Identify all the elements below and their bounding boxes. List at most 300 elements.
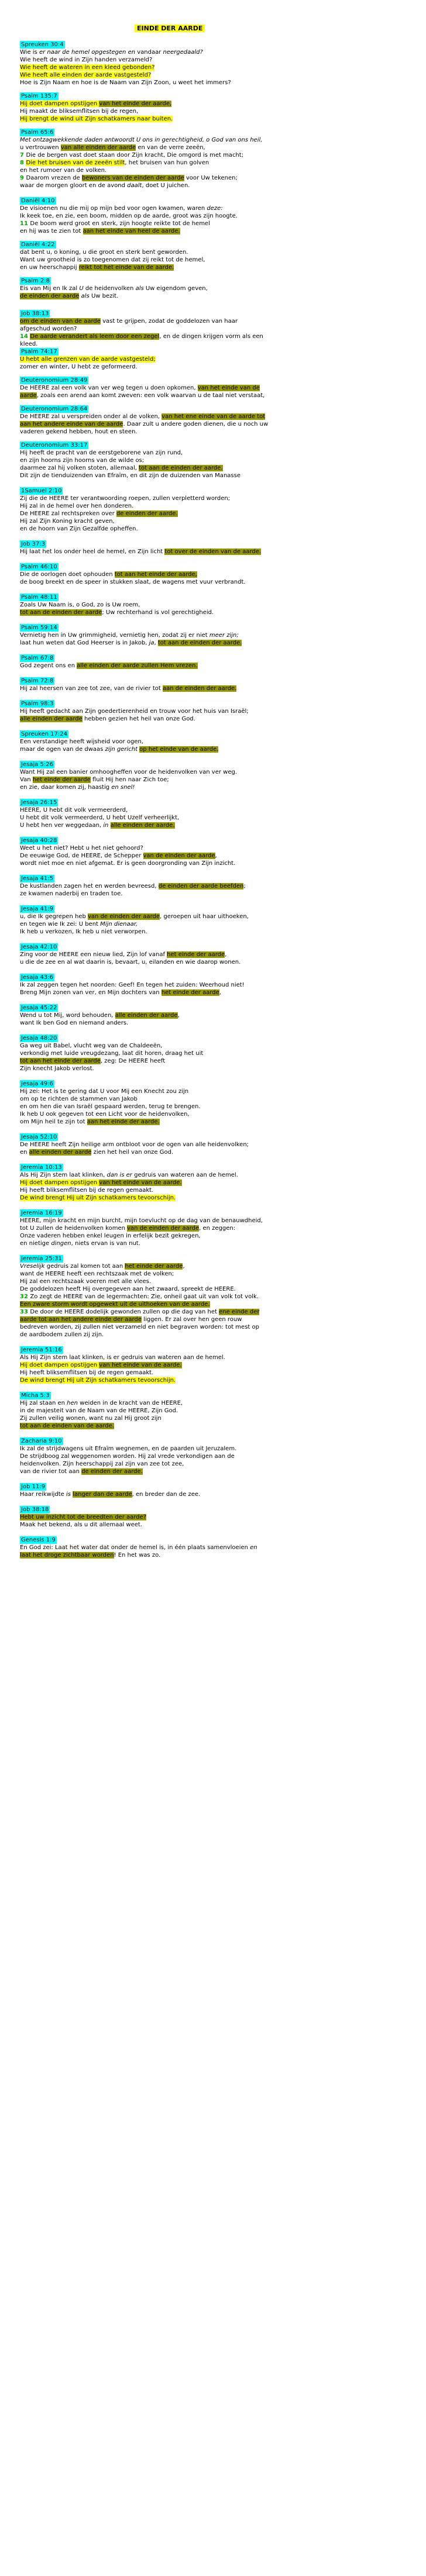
- verse-reference: Jesaja 40:28: [21, 837, 57, 844]
- highlighted-text: stilt: [114, 160, 125, 166]
- highlighted-text: uit de uithoeken van de aarde.: [119, 1301, 210, 1308]
- verse-reference: Daniël 4:22: [21, 242, 55, 248]
- highlighted-text: verandert als leem door een zegel: [57, 333, 160, 340]
- verse-reference-row: [20, 1080, 424, 1088]
- verse-line: [20, 182, 424, 189]
- verse-reference-row: [20, 129, 424, 136]
- verse-line: [20, 548, 424, 556]
- highlighted-text: Hebt uw inzicht tot de breedten der aarde?: [20, 1514, 146, 1520]
- verse-reference: Jeremia 10:13: [21, 1164, 62, 1171]
- highlighted-text: tot aan de einden der aarde.: [139, 465, 223, 471]
- verse-text: Zo zegt de HEERE van de legermachten: Zie, onheil gaat uit van volk tot volk.: [30, 1294, 259, 1300]
- verse-line: [20, 814, 424, 822]
- verse-line: [20, 384, 424, 392]
- verse-line: [20, 571, 424, 578]
- verse-text: en hij was te zien tot: [20, 228, 83, 235]
- verse-line: [20, 292, 424, 300]
- verse-line: [20, 1544, 424, 1551]
- verse-text: en: [20, 1149, 29, 1156]
- highlighted-text: de einden der aarde.: [116, 511, 178, 517]
- verse-block: [20, 761, 424, 791]
- verse-block: [20, 799, 424, 829]
- highlighted-text: Hij doet dampen opstijgen: [20, 1362, 99, 1368]
- verse-text: Ik keek toe, en zie, een boom, midden op de aarde, groot was zijn hoogte.: [20, 213, 238, 219]
- verse-reference: Deuteronomium 28:64: [21, 406, 88, 412]
- verse-line: [20, 1263, 424, 1270]
- verse-line: [20, 708, 424, 715]
- verse-reference: Jesaja 48:20: [21, 1035, 57, 1042]
- verse-text: De strijdboog zal weggenomen worden. Hij zal vrede verkondigen aan de: [20, 1453, 235, 1460]
- verse-text: Hij zal in de hemel over hen donderen.: [20, 503, 134, 509]
- verse-block: [20, 1437, 424, 1475]
- verse-line: [20, 784, 424, 791]
- verse-reference-row: [20, 197, 424, 205]
- verse-line: [20, 1491, 424, 1498]
- verse-line: [20, 1445, 424, 1453]
- verse-text: De kustlanden zagen het en werden bevreesd,: [20, 883, 159, 889]
- highlighted-text: aan de einden van de aarde.: [30, 1423, 114, 1429]
- verse-line: [20, 1111, 424, 1118]
- verse-line: [20, 449, 424, 457]
- verse-text: Zijn knecht Jakob verlost.: [20, 1065, 94, 1072]
- verse-reference-row: [20, 875, 424, 882]
- highlighted-text: het einde der aarde: [161, 989, 219, 996]
- verse-reference: Jeremia 51:16: [21, 1347, 62, 1353]
- verse-line: [20, 502, 424, 510]
- verse-text: en tegen wie Ik zei: U bent: [20, 921, 101, 927]
- verse-line: [20, 167, 424, 174]
- verse-line: [20, 115, 424, 123]
- verse-line: [20, 1217, 424, 1225]
- verse-reference: Psalm 67:8: [21, 655, 54, 661]
- verse-text: en zijn hoorns zijn hoorns van de wilde os;: [20, 457, 145, 464]
- verse-line: [20, 325, 424, 333]
- verse-text: Eis van Mij en Ik zal: [20, 285, 80, 292]
- verse-text: maar de ogen van de dwaas: [20, 746, 105, 753]
- verse-line: [20, 1019, 424, 1027]
- verse-block: [20, 1346, 424, 1384]
- verse-block: [20, 1034, 424, 1073]
- highlighted-text: tot aan het einde der aarde: [20, 1058, 101, 1064]
- verse-line: [20, 1460, 424, 1468]
- verse-reference-row: [20, 1209, 424, 1217]
- highlighted-text: De aarde: [30, 333, 57, 340]
- highlighted-text: alle einden der aarde: [29, 1149, 92, 1156]
- highlighted-text: De wind brengt Hij uit Zijn schatkamers tevoorschijn.: [20, 1195, 176, 1201]
- verse-text: Hij laat het los onder heel de hemel, en Zijn licht: [20, 549, 165, 555]
- verse-text: voor Uw tekenen;: [184, 175, 238, 181]
- verse-block: [20, 1133, 424, 1156]
- verse-text: , geroepen uit haar uithoeken,: [160, 913, 249, 920]
- verse-line: [20, 71, 424, 79]
- verse-reference-row: [20, 730, 424, 738]
- verse-text: vaderen gekend hebben, hout en steen.: [20, 429, 138, 435]
- verse-text: Breng Mijn zonen van ver, en Mijn dochters van: [20, 989, 162, 996]
- verse-line: [20, 256, 424, 264]
- verse-text: Vernietig hen in Uw grimmigheid, vernietig hen, zodat zij er niet: [20, 632, 209, 639]
- verse-line: [20, 1103, 424, 1111]
- verse-reference: Spreuken 17:24: [21, 731, 67, 737]
- verse-text: gedruis van wateren aan de hemel.: [132, 1172, 238, 1178]
- highlighted-text: het einde der aarde: [125, 1263, 183, 1270]
- verse-block: [20, 730, 424, 753]
- verse-text: Dit zijn de tienduizenden van Efraïm, en dit zijn de duizenden van Manasse: [20, 473, 241, 479]
- highlighted-text: van het ene einde van de aarde tot: [162, 413, 266, 420]
- highlighted-text: om de einden van de aarde: [20, 318, 101, 325]
- highlighted-text: van alle einden der aarde: [60, 144, 136, 151]
- highlighted-text: aan het einde der aarde.: [87, 1119, 160, 1125]
- verse-text: Hij zal heersen van zee tot zee, van de rivier tot: [20, 685, 163, 692]
- verse-number: 11: [20, 220, 30, 227]
- verse-text: ,: [215, 853, 217, 859]
- highlighted-text: aan de einden der aarde.: [162, 685, 237, 692]
- verse-text: als: [81, 293, 90, 299]
- verse-line: [20, 1407, 424, 1415]
- verse-line: [20, 1232, 424, 1240]
- verse-text: Een verstandige heeft wijsheid voor ogen,: [20, 739, 143, 745]
- verse-reference: Psalm 46:10: [21, 564, 57, 570]
- verse-line: [20, 136, 424, 144]
- verse-line: [20, 285, 424, 292]
- verse-text: ze kwamen naderbij en traden toe.: [20, 891, 123, 897]
- verse-block: [20, 1536, 424, 1559]
- verse-line: [20, 1118, 424, 1126]
- verse-text: dat bent u, o koning, u die groot en sterk bent geworden.: [20, 249, 188, 256]
- verse-line: [20, 1285, 424, 1293]
- verse-text: Wie is: [20, 49, 39, 56]
- verse-block: [20, 677, 424, 692]
- verse-line: [20, 632, 424, 639]
- verse-line: [20, 1316, 424, 1323]
- verse-text: verkondig met luide vreugdezang, laat dit horen, draag het uit: [20, 1050, 204, 1057]
- verse-line: [20, 1240, 424, 1247]
- verse-reference-row: [20, 277, 424, 285]
- verse-line: [20, 518, 424, 525]
- verse-reference-row: [20, 1133, 424, 1141]
- verse-line: [20, 1468, 424, 1475]
- verse-line: [20, 49, 424, 56]
- verse-reference-row: [20, 377, 424, 384]
- verse-text: Hij zei: Het is te gering dat U voor Mij een Knecht zou zijn: [20, 1088, 189, 1095]
- verse-reference: Jesaja 41:9: [21, 906, 53, 912]
- verse-line: [20, 495, 424, 502]
- verse-line: [20, 844, 424, 852]
- verse-line: [20, 662, 424, 670]
- verse-reference: Deuteronomium 28:49: [21, 377, 88, 384]
- verse-text: waar de morgen gloort en de avond: [20, 182, 128, 189]
- verse-block: [20, 1483, 424, 1498]
- verse-line: [20, 392, 424, 399]
- verse-reference-row: [20, 1536, 424, 1544]
- highlighted-text: van het einde van de aarde.: [99, 1362, 182, 1368]
- verse-text: u, die Ik gegrepen heb: [20, 913, 88, 920]
- verse-reference-row: [20, 540, 424, 548]
- verse-reference-row: [20, 654, 424, 662]
- highlighted-text: tot over de einden van de aarde.: [164, 549, 262, 555]
- verse-text: Als Hij Zijn stem laat klinken, is er gedruis van wateren aan de hemel.: [20, 1354, 225, 1361]
- verse-line: [20, 1308, 424, 1316]
- verse-line: [20, 1377, 424, 1384]
- highlighted-text: Hij brengt de wind uit Zijn schatkamers naar buiten.: [20, 116, 173, 122]
- highlighted-text: De wind brengt Hij uit Zijn schatkamers tevoorschijn.: [20, 1377, 176, 1384]
- highlighted-text: U hebt alle grenzen van de aarde vastgesteld;: [20, 356, 156, 363]
- verse-line: [20, 1361, 424, 1369]
- verse-line: [20, 685, 424, 692]
- verse-line: [20, 609, 424, 616]
- verse-reference: Job 38:18: [21, 1506, 49, 1513]
- verse-text: . Daar zult u andere goden dienen, die u noch uw: [123, 421, 269, 427]
- verse-line: [20, 1323, 424, 1331]
- verse-text: Wie heeft de wind in Zijn handen verzameld?: [20, 57, 153, 63]
- verse-text: Daarom vrezen de: [26, 175, 82, 181]
- verse-text: daarmee zal hij volken stoten, allemaal,: [20, 465, 139, 471]
- verse-reference-row: [20, 1034, 424, 1042]
- verse-text: en om hen die van Israël gespaard werden, terug te brengen.: [20, 1103, 201, 1110]
- verse-text: De HEERE zal rechtspreken over: [20, 511, 116, 517]
- verse-line: [20, 1415, 424, 1422]
- verse-reference: Job 37:3: [21, 541, 46, 547]
- highlighted-text: alle einden der aarde.: [110, 822, 175, 829]
- verse-text: U: [79, 285, 84, 292]
- verse-block: [20, 594, 424, 616]
- verse-number: 9: [20, 175, 26, 181]
- verse-text: vandaar: [135, 49, 163, 56]
- verse-reference-row: [20, 442, 424, 449]
- highlighted-text: reikt tot het einde van de aarde.: [78, 264, 174, 271]
- verse-reference: Jesaja 42:10: [21, 944, 57, 950]
- verse-text: u vertrouwen: [20, 144, 61, 151]
- verse-text: meer zijn;: [209, 632, 239, 639]
- highlighted-text: tot aan de einden der aarde: [20, 609, 102, 616]
- verse-text: ,: [225, 951, 227, 958]
- verse-text: van de rivier tot aan: [20, 1468, 82, 1475]
- verse-line: [20, 205, 424, 212]
- verse-line: [20, 1225, 424, 1232]
- verse-reference: Job 11:9: [21, 1484, 46, 1490]
- verse-line: [20, 1057, 424, 1065]
- verse-block: [20, 943, 424, 966]
- verse-text: , doet U juichen.: [142, 182, 190, 189]
- highlighted-text: op het einde van de aarde.: [139, 746, 219, 753]
- verse-reference-row: [20, 1004, 424, 1012]
- verse-line: [20, 1088, 424, 1095]
- verse-line: [20, 333, 424, 340]
- highlighted-text: aan het andere einde van de aarde: [20, 421, 123, 427]
- verse-line: [20, 356, 424, 363]
- verse-reference: Jeremia 25:31: [21, 1256, 62, 1262]
- highlighted-text: laat het droge zichtbaar worden: [20, 1552, 114, 1558]
- verse-text: God zegent ons en: [20, 663, 77, 669]
- verse-text: U hebt dit volk vermeerderd, U hebt Uzelf verheerlijkt,: [20, 815, 180, 821]
- verse-text: gedruis zal komen tot aan: [44, 1263, 125, 1270]
- highlighted-text: tot: [20, 1423, 30, 1429]
- verse-reference: Jesaja 52:10: [21, 1134, 57, 1140]
- verse-reference: Psalm 59:14: [21, 625, 57, 631]
- verse-line: [20, 920, 424, 928]
- verse-reference-row: [20, 974, 424, 981]
- verse-block: [20, 310, 424, 348]
- verse-text: als: [135, 285, 144, 292]
- verse-line: [20, 1050, 424, 1057]
- verse-reference: Genesis 1:9: [21, 1537, 56, 1543]
- verse-reference: 1Samuel 2:10: [21, 488, 62, 494]
- verse-reference-row: [20, 700, 424, 708]
- verse-line: [20, 64, 424, 71]
- verse-reference-row: [20, 1346, 424, 1354]
- verse-text: , en de dingen krijgen vorm als een: [159, 333, 263, 340]
- verse-line: [20, 525, 424, 533]
- verse-text: Uw eigendom geven,: [143, 285, 208, 292]
- verse-line: [20, 464, 424, 472]
- verse-block: [20, 875, 424, 898]
- verse-block: [20, 540, 424, 556]
- verse-text: Met ontzagwekkende daden antwoordt U ons in gerechtigheid, o God van ons heil,: [20, 137, 263, 143]
- verse-text: neergedaald?: [163, 49, 203, 56]
- verse-line: [20, 1369, 424, 1377]
- verse-block: [20, 1392, 424, 1430]
- verse-line: [20, 715, 424, 723]
- verse-text: Hij heeft bliksemflitsen bij de regen gemaakt.: [20, 1187, 154, 1194]
- verse-line: [20, 144, 424, 151]
- verse-reference-row: [20, 563, 424, 571]
- verse-text: , het bruisen van hun golven: [125, 160, 209, 166]
- verse-text: Maak het bekend, als u dit allemaal weet.: [20, 1522, 142, 1528]
- verse-text: Zoals Uw Naam is, o God, zo is Uw roem,: [20, 602, 140, 608]
- verse-line: [20, 1149, 424, 1156]
- verse-reference: Psalm 135:7: [21, 93, 57, 99]
- verse-reference: Psalm 65:6: [21, 129, 54, 136]
- verse-block: [20, 405, 424, 436]
- verse-line: [20, 738, 424, 746]
- verse-line: [20, 457, 424, 464]
- verse-line: [20, 363, 424, 371]
- verse-line: [20, 822, 424, 829]
- verse-number: 14: [20, 333, 30, 340]
- verse-reference: Job 38:13: [21, 311, 49, 317]
- verse-reference-row: [20, 1392, 424, 1399]
- verse-reference-row: [20, 487, 424, 495]
- verse-text: kleed.: [20, 341, 38, 347]
- verse-text: hebben gezien het heil van onze God.: [82, 716, 195, 722]
- verse-block: [20, 624, 424, 647]
- verse-text: liggen. Er zal over hen geen rouw: [142, 1316, 242, 1323]
- verse-text: En God zei: Laat het water dat onder de hemel is, in één plaats samenvloeien: [20, 1544, 250, 1551]
- highlighted-text: aarde: [20, 392, 37, 399]
- verse-text: Als Hij Zijn stem laat klinken,: [20, 1172, 107, 1178]
- verse-text: en: [250, 1544, 257, 1551]
- verse-text: De door de HEERE dodelijk gewonden zullen op die dag van het: [30, 1309, 219, 1315]
- verse-text: Vreselijk: [20, 1263, 45, 1270]
- verse-text: en de hoorn van Zijn Gezalfde opheffen.: [20, 526, 138, 532]
- verse-text: Ik heb u verkozen, Ik heb u niet verworpen.: [20, 929, 147, 935]
- highlighted-text: alle einden der aarde: [20, 716, 83, 722]
- verse-block: [20, 241, 424, 271]
- verse-text: en nietige: [20, 1240, 51, 1247]
- verse-line: [20, 1171, 424, 1179]
- verse-line: [20, 1301, 424, 1308]
- verse-text: dan is er: [106, 1172, 132, 1178]
- verse-line: [20, 981, 424, 989]
- verse-block: [20, 1506, 424, 1529]
- highlighted-text: Die het bruisen van de zeeën: [26, 160, 114, 166]
- verse-line: [20, 1293, 424, 1301]
- verse-text: Wend u tot Mij, word behouden,: [20, 1012, 115, 1019]
- verse-reference-row: [20, 837, 424, 844]
- verse-text: Haar reikwijdte: [20, 1491, 67, 1498]
- verse-line: [20, 1331, 424, 1339]
- verse-line: [20, 1012, 424, 1019]
- verse-text: de aardbodem zullen zij zijn.: [20, 1332, 104, 1338]
- verse-text: tot U zullen de heidenvolken komen: [20, 1225, 128, 1232]
- highlighted-text: aarde tot aan het andere einde der aarde: [20, 1316, 142, 1323]
- verse-text: deze:: [207, 205, 223, 212]
- verse-block: [20, 277, 424, 300]
- verse-reference: Jesaja 43:6: [21, 974, 53, 981]
- verse-reference-row: [20, 624, 424, 632]
- verse-block: [20, 1255, 424, 1339]
- verse-text: er naar de hemel opgestegen en: [39, 49, 136, 56]
- verse-text: is: [66, 1491, 71, 1498]
- verse-reference: Spreuken 30:4: [21, 42, 64, 48]
- verse-reference: Psalm 98:3: [21, 701, 54, 707]
- verse-line: [20, 1187, 424, 1194]
- verse-text: weiden in de kracht van de HEERE,: [78, 1400, 183, 1406]
- verse-reference: Deuteronomium 33:17: [21, 442, 88, 449]
- verse-text: Hij heeft gedacht aan Zijn goedertierenheid en trouw voor het huis van Israël;: [20, 708, 249, 715]
- verse-text: Ik heb U ook gegeven tot een Licht voor de heidenvolken,: [20, 1111, 190, 1118]
- highlighted-text: tot aan het einde der aarde,: [114, 571, 197, 578]
- verse-text: en snel!: [111, 784, 135, 791]
- verse-text: De visioenen nu die mij op mijn bed voor ogen kwamen, waren: [20, 205, 207, 212]
- verse-reference-row: [20, 1483, 424, 1491]
- verse-text: De boom werd groot en sterk, zijn hoogte reikte tot de hemel: [30, 220, 210, 227]
- verse-text: de boog breekt en de speer in stukken slaat, de wagens met vuur verbrandt.: [20, 579, 246, 585]
- verse-reference-row: [20, 905, 424, 913]
- verse-text: want de HEERE heeft een rechtszaak met de volken;: [20, 1271, 174, 1277]
- verse-line: [20, 1065, 424, 1073]
- verse-text: en zie, daar komen zij, haastig: [20, 784, 112, 791]
- verse-line: [20, 958, 424, 966]
- verse-line: [20, 1422, 424, 1430]
- verse-text: ja: [149, 640, 154, 646]
- verse-line: [20, 928, 424, 936]
- verse-line: [20, 220, 424, 227]
- verse-line: [20, 318, 424, 325]
- highlighted-text: het einde der aarde: [167, 951, 225, 958]
- verse-text: daalt: [127, 182, 142, 189]
- verse-line: [20, 1278, 424, 1285]
- verse-line: [20, 951, 424, 958]
- verse-line: [20, 413, 424, 420]
- verse-block: [20, 348, 424, 371]
- verse-block: [20, 974, 424, 996]
- verse-reference-row: [20, 41, 424, 49]
- verse-line: [20, 860, 424, 867]
- verse-text: ,: [177, 1012, 180, 1019]
- verse-reference-row: [20, 310, 424, 318]
- highlighted-text: ene einde der: [219, 1309, 260, 1315]
- verse-list: [20, 41, 424, 1567]
- verse-block: [20, 41, 424, 87]
- verse-text: , en zeggen:: [199, 1225, 236, 1232]
- verse-block: [20, 377, 424, 399]
- verse-text: heidenvolken. Zijn heerschappij zal zijn van zee tot zee,: [20, 1461, 184, 1467]
- highlighted-text: de einden der aarde.: [81, 1468, 143, 1475]
- highlighted-text: Een zware storm wordt opgewekt: [20, 1301, 120, 1308]
- verse-number: 33: [20, 1309, 30, 1315]
- verse-text: Hij zal staan en: [20, 1400, 67, 1406]
- verse-text: Zij die de HEERE ter verantwoording roepen, zullen verpletterd worden;: [20, 495, 231, 502]
